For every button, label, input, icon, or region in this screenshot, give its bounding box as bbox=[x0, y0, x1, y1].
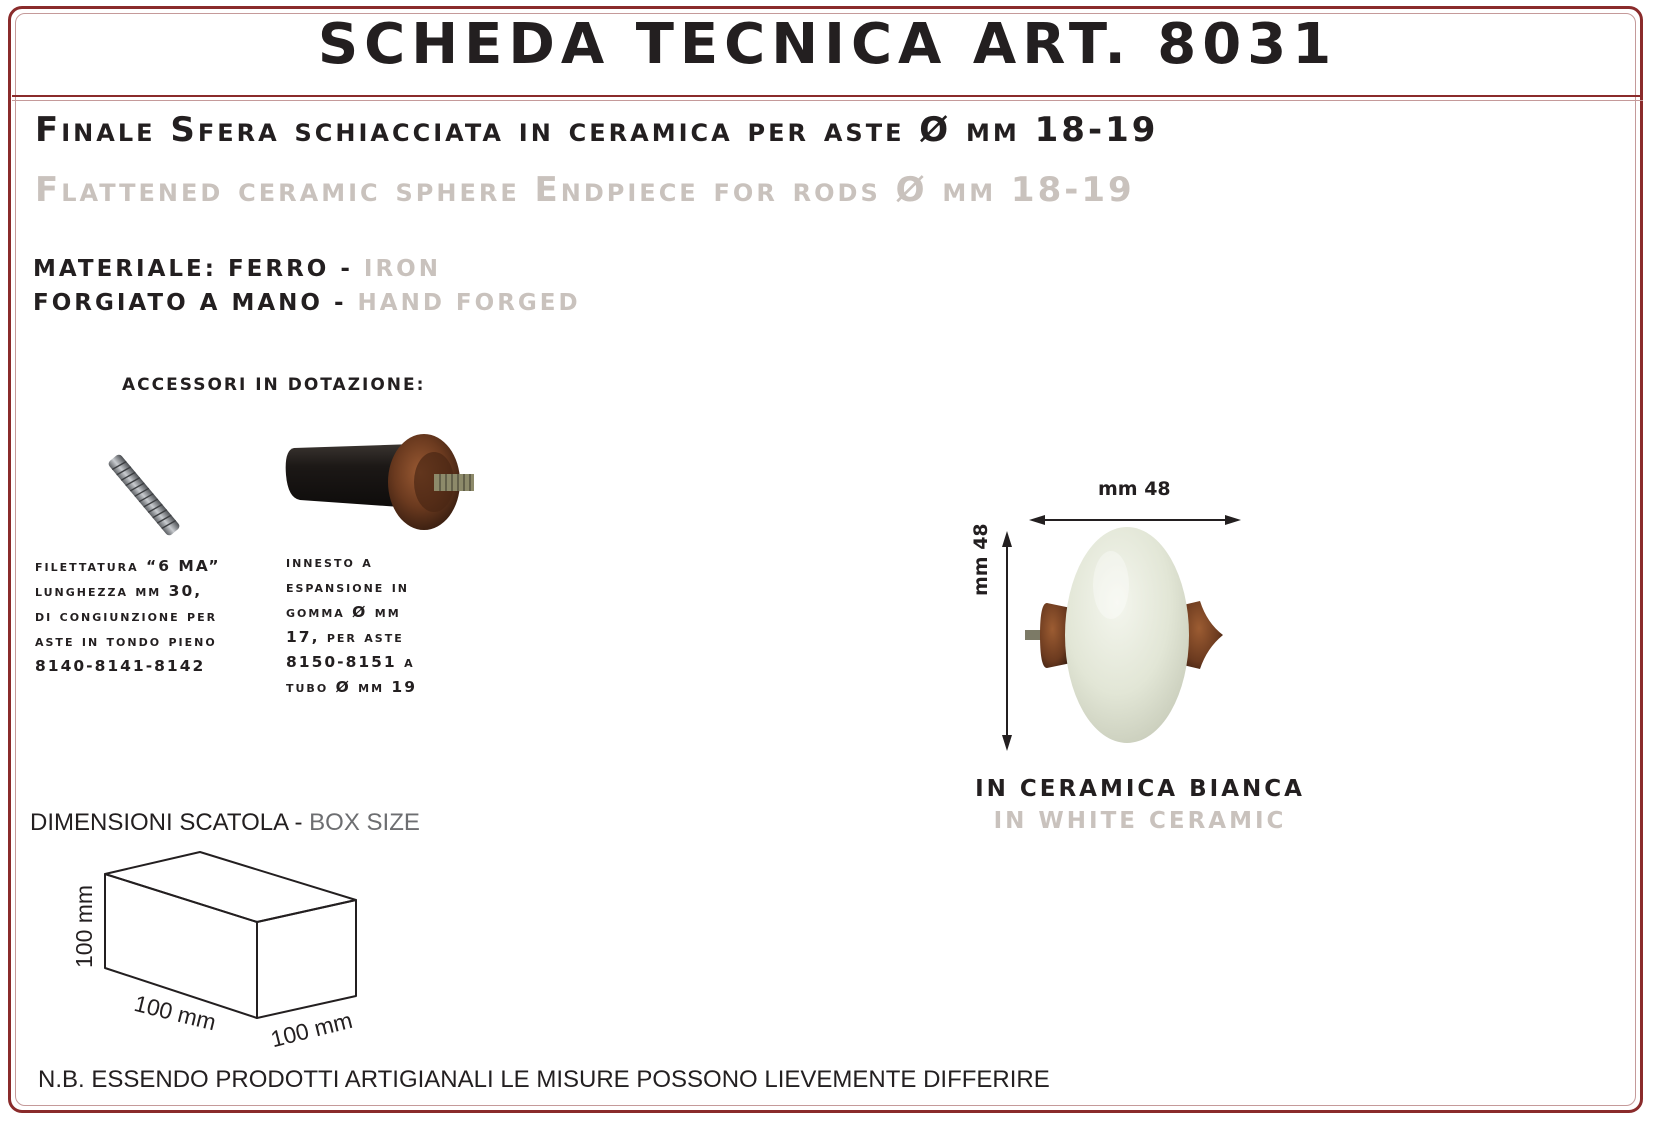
plug-description-line: gomma Ø mm bbox=[286, 603, 401, 621]
footer-note: N.B. ESSENDO PRODOTTI ARTIGIANALI LE MISURE POSSONO LIEVEMENTE DIFFERIRE bbox=[38, 1066, 1050, 1093]
threaded-screw-image bbox=[92, 445, 197, 545]
spec-forging-en: HAND FORGED bbox=[357, 290, 581, 316]
spec-material bbox=[33, 256, 441, 282]
plug-description-line: 8150-8151 a bbox=[286, 653, 415, 671]
header-divider bbox=[12, 95, 1643, 97]
accessories-title: ACCESSORI IN DOTAZIONE: bbox=[122, 375, 426, 395]
box-size-title bbox=[30, 809, 420, 837]
box-size-title-en: BOX SIZE bbox=[309, 809, 420, 836]
screw-description-line: 8140-8141-8142 bbox=[35, 657, 206, 675]
spec-forging bbox=[33, 290, 581, 316]
spec-forging-label: FORGIATO A MANO - bbox=[33, 290, 358, 316]
plug-description bbox=[286, 550, 466, 700]
finish-caption-en: IN WHITE CERAMIC bbox=[993, 808, 1287, 834]
box-height-label: 100 mm bbox=[71, 884, 97, 968]
plug-description-line: 17, per aste bbox=[286, 628, 404, 646]
width-dimension-label: mm 48 bbox=[1098, 478, 1171, 500]
plug-description-line: espansione in bbox=[286, 578, 409, 596]
height-dimension-label: mm 48 bbox=[970, 523, 992, 596]
ceramic-finial-image bbox=[985, 505, 1245, 755]
expansion-plug-image bbox=[284, 430, 476, 535]
product-name-it: Finale Sfera schiacciata in ceramica per aste Ø mm 18-19 bbox=[35, 110, 1159, 150]
page-title: SCHEDA TECNICA ART. 8031 bbox=[317, 12, 1338, 77]
finish-caption-it: IN CERAMICA BIANCA bbox=[975, 776, 1305, 802]
screw-description-line: filettatura “6 MA” bbox=[35, 557, 221, 575]
screw-description-line: lunghezza mm 30, bbox=[35, 582, 203, 600]
screw-description-line: di congiunzione per bbox=[35, 607, 218, 625]
screw-description-line: aste in tondo pieno bbox=[35, 632, 217, 650]
plug-description-line: tubo Ø mm 19 bbox=[286, 678, 417, 696]
spec-material-label: MATERIALE: FERRO - bbox=[33, 256, 364, 282]
box-depth-label: 100 mm bbox=[131, 990, 219, 1036]
plug-description-line: innesto a bbox=[286, 553, 373, 571]
box-width-label: 100 mm bbox=[268, 1006, 355, 1053]
spec-material-en: IRON bbox=[363, 256, 441, 282]
screw-description bbox=[35, 554, 275, 679]
product-name-en: Flattened ceramic sphere Endpiece for rods Ø mm 18-19 bbox=[35, 170, 1135, 210]
header-divider-thin bbox=[12, 100, 1643, 101]
box-size-title-it: DIMENSIONI SCATOLA - bbox=[30, 809, 310, 836]
